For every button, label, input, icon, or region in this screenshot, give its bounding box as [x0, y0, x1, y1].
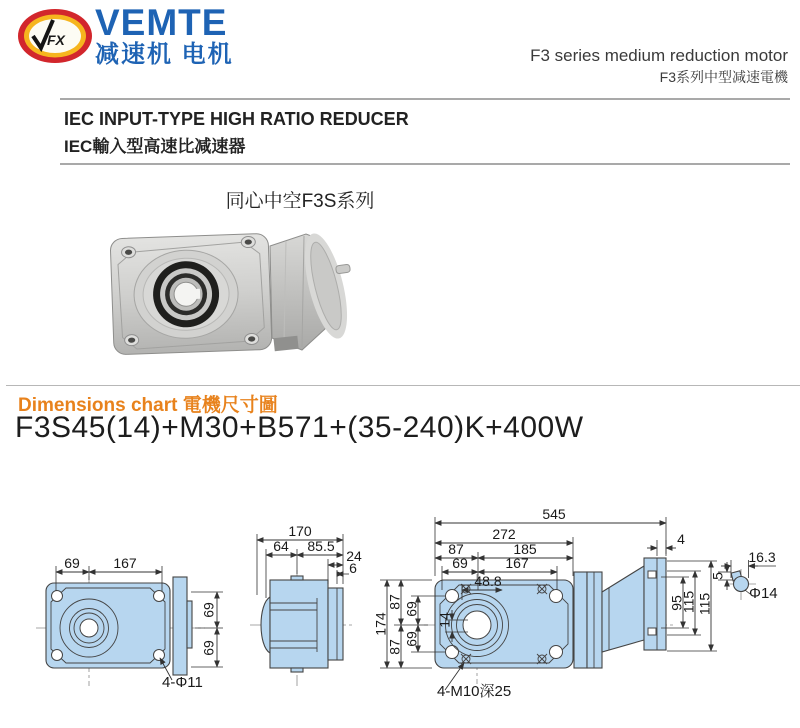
- brand-tagline: 减速机 电机: [95, 41, 234, 68]
- dim-label: 115: [696, 592, 713, 616]
- mount-hole: [154, 650, 165, 661]
- assembly-view: [373, 506, 717, 700]
- dim-label: 16.3: [748, 549, 776, 565]
- divider: [60, 163, 790, 165]
- holes-callout: 4-Φ11: [162, 674, 203, 691]
- shaft-section: [734, 577, 749, 592]
- bore: [463, 611, 491, 639]
- section-title-en: IEC INPUT-TYPE HIGH RATIO REDUCER: [64, 109, 409, 129]
- series-title: [530, 46, 788, 87]
- dim-label: 69: [452, 555, 468, 571]
- dim-label: 14: [436, 612, 453, 628]
- brand-logo: [16, 7, 94, 65]
- dim-label: 85.5: [307, 538, 335, 554]
- dim-label: 115: [680, 590, 697, 614]
- dim-label: 87: [448, 541, 464, 557]
- dim-label: 69: [64, 555, 80, 571]
- bore: [80, 619, 98, 637]
- product-series-label: 同心中空F3S系列: [225, 191, 375, 212]
- section-heading: [64, 109, 409, 157]
- dim-label: 170: [288, 523, 312, 539]
- technical-drawings: [0, 480, 800, 728]
- dim-label: 167: [505, 555, 529, 571]
- dim-label: 4: [677, 531, 685, 547]
- holes-callout: 4-M10深25: [437, 683, 512, 700]
- input-flange-housing: [270, 229, 356, 351]
- dim-label: 69: [200, 602, 217, 618]
- diameter-callout: Φ14: [749, 585, 778, 602]
- model-code: F3S45(14)+M30+B571+(35-240)K+400W: [15, 411, 584, 444]
- flange-pin: [336, 264, 351, 274]
- dim-label: 69: [403, 631, 420, 647]
- side-flange: [173, 577, 187, 675]
- gearbox-front-face: [110, 233, 272, 354]
- shaft-key-detail: [710, 549, 778, 602]
- dim-label: 64: [273, 538, 289, 554]
- product-photo: [98, 210, 356, 368]
- dim-label: 87: [386, 639, 403, 655]
- dim-label: 69: [200, 640, 217, 656]
- dim-label: 5: [709, 572, 726, 580]
- dim-label: 185: [513, 541, 537, 557]
- brand-name: VEMTE: [95, 2, 228, 43]
- dim-label: 69: [403, 601, 420, 617]
- bell-housing: [602, 566, 644, 652]
- dim-label: 545: [542, 506, 566, 522]
- brand-wordmark: [95, 4, 234, 67]
- section-title-zh: IEC輸入型高速比减速器: [64, 137, 246, 156]
- mount-hole: [550, 646, 563, 659]
- mount-hole: [52, 591, 63, 602]
- series-title-zh: F3系列中型减速電機: [659, 69, 788, 85]
- housing-foot: [273, 336, 298, 351]
- dim-label: 87: [386, 594, 403, 610]
- dim-label: 167: [113, 555, 137, 571]
- dim-label: 48.8: [474, 573, 502, 589]
- mount-hole: [52, 650, 63, 661]
- logo-letters: FX: [47, 32, 65, 48]
- series-title-en: F3 series medium reduction motor: [530, 46, 788, 65]
- mount-hole: [154, 591, 165, 602]
- mount-hole: [446, 646, 459, 659]
- dim-label: 272: [492, 526, 516, 542]
- dim-label: 6: [349, 560, 357, 576]
- mount-hole: [550, 590, 563, 603]
- divider: [6, 385, 800, 386]
- dim-label: 174: [372, 612, 389, 636]
- divider: [60, 98, 790, 100]
- dim-label: 95: [668, 595, 685, 611]
- front-view: [36, 555, 223, 691]
- side-view: [250, 523, 362, 686]
- dim-label: 24: [346, 548, 362, 564]
- dimensions-heading: Dimensions chart 電機尺寸圖: [18, 395, 278, 416]
